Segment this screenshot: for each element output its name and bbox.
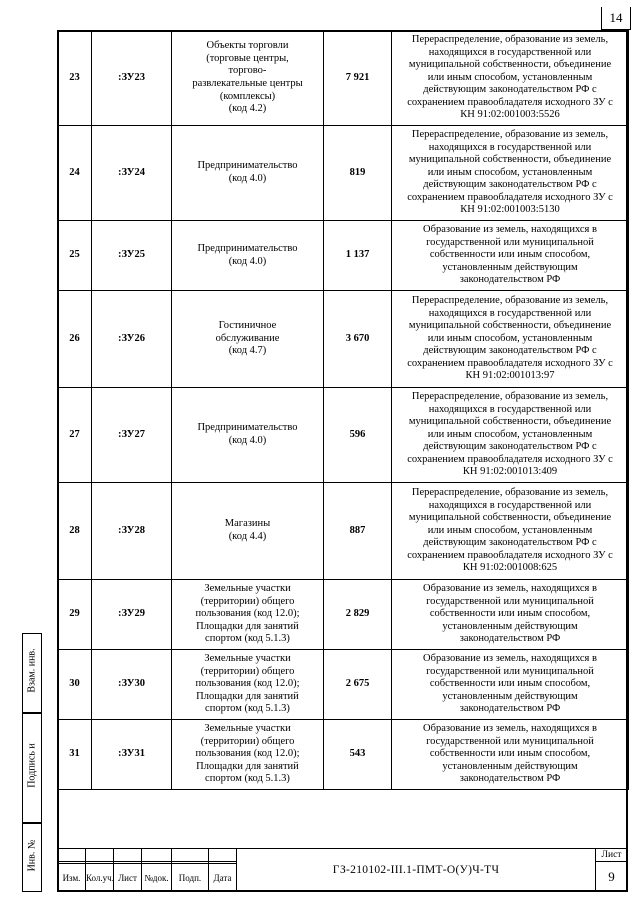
permitted-use-line: развлекательные центры (192, 78, 303, 89)
formation-method-line: Перераспределение, образование из земель, (411, 33, 609, 45)
title-block (57, 848, 628, 892)
formation-method-line: или иным способом, установленным (427, 428, 593, 440)
formation-method-line: муниципальной собственности, объединение (408, 416, 612, 428)
formation-method-line: государственной или муниципальной (426, 665, 594, 677)
formation-method-line: законодательством РФ (459, 703, 561, 715)
sheet-label: Лист (596, 849, 628, 862)
stamp-col-koluch: Кол.уч. (86, 864, 114, 892)
side-label-inv: Инв. № (26, 839, 38, 872)
permitted-use-line: пользования (код 12.0); (195, 678, 300, 690)
plot-code: :ЗУ31 (92, 720, 172, 790)
row-number: 24 (58, 126, 92, 221)
formation-method-line: муниципальной собственности, объединение (408, 512, 612, 524)
plot-area: 3 670 (324, 291, 392, 388)
formation-method-line: собственности или иным способом, (429, 748, 591, 760)
permitted-use-line: (территории) общего (200, 595, 295, 607)
row-number: 30 (58, 650, 92, 720)
formation-method-line: муниципальной собственности, объединение (408, 154, 612, 166)
formation-method-line: сохранением правообладателя исходного ЗУ с (407, 549, 613, 561)
formation-method-line: Образование из земель, находящихся в (423, 224, 597, 236)
formation-method-line: КН 91:02:001003:5526 (460, 109, 560, 121)
formation-method-line: или иным способом, установленным (427, 71, 593, 83)
permitted-use-line: (территории) общего (200, 665, 295, 677)
formation-method-line: установленным действующим (442, 760, 578, 772)
formation-method-line: действующим законодательством РФ с (423, 441, 597, 453)
formation-method-line: Перераспределение, образование из земель, (411, 128, 609, 140)
row-number: 28 (58, 483, 92, 580)
stamp-col-list: Лист (114, 864, 142, 892)
formation-method-line: законодательством РФ (459, 773, 561, 785)
formation-method-line: собственности или иным способом, (429, 608, 591, 620)
permitted-use-line: Магазины (224, 518, 271, 530)
permitted-use-line: спортом (код 5.1.3) (205, 633, 290, 645)
formation-method-line: Перераспределение, образование из земель, (411, 486, 609, 498)
plot-code: :ЗУ26 (92, 291, 172, 388)
stamp-col-data: Дата (209, 864, 237, 892)
plot-area: 596 (324, 388, 392, 483)
row-number: 26 (58, 291, 92, 388)
formation-method-line: сохранением правообладателя исходного ЗУ с (407, 96, 613, 108)
formation-method-line: действующим законодательством РФ с (423, 345, 597, 357)
row-number: 29 (58, 580, 92, 650)
formation-method-line: государственной или муниципальной (426, 236, 594, 248)
permitted-use-line: Площадки для занятий (196, 760, 299, 772)
stamp-col-ndok: №док. (142, 864, 172, 892)
permitted-use-line: (торговые центры, (206, 52, 289, 64)
permitted-use-line: спортом (код 5.1.3) (205, 773, 290, 785)
permitted-use-line: Предпринимательство (197, 160, 298, 172)
formation-method-line: законодательством РФ (459, 633, 561, 645)
permitted-use-line: обслуживание (215, 332, 280, 344)
plot-code: :ЗУ24 (92, 126, 172, 221)
document-code: ГЗ-210102-III.1-ПМТ-О(У)Ч-ТЧ (237, 849, 596, 892)
permitted-use-line: (код 4.0) (228, 255, 267, 267)
formation-method-line: муниципальной собственности, объединение (408, 59, 612, 71)
permitted-use-line: (код 4.4) (228, 531, 267, 542)
formation-method-line: находящихся в государственной или (428, 141, 592, 153)
row-number: 23 (58, 31, 92, 126)
permitted-use-line: Площадки для занятий (196, 690, 299, 702)
plot-area: 819 (324, 126, 392, 221)
formation-method-line: находящихся в государственной или (428, 403, 592, 415)
row-number: 31 (58, 720, 92, 790)
plot-area: 2 829 (324, 580, 392, 650)
formation-method-line: или иным способом, установленным (427, 332, 593, 344)
permitted-use-line: Земельные участки (204, 653, 291, 665)
formation-method-line: или иным способом, установленным (427, 524, 593, 536)
permitted-use-line: Объекты торговли (206, 40, 289, 52)
formation-method-line: государственной или муниципальной (426, 595, 594, 607)
permitted-use-line: пользования (код 12.0); (195, 748, 300, 760)
page-frame (57, 30, 628, 892)
formation-method-line: сохранением правообладателя исходного ЗУ с (407, 357, 613, 369)
formation-method-line: или иным способом, установленным (427, 166, 593, 178)
plot-code: :ЗУ27 (92, 388, 172, 483)
permitted-use-line: Площадки для занятий (196, 620, 299, 632)
permitted-use-line: (код 4.0) (228, 173, 267, 184)
stamp-col-podp: Подп. (172, 864, 209, 892)
formation-method-line: КН 91:02:001013:409 (462, 466, 558, 478)
permitted-use-line: (комплексы) (219, 90, 276, 102)
formation-method-line: государственной или муниципальной (426, 735, 594, 747)
plot-area: 7 921 (324, 31, 392, 126)
page-number-top: 14 (601, 7, 631, 30)
formation-method-line: муниципальной собственности, объединение (408, 320, 612, 332)
permitted-use-line: спортом (код 5.1.3) (205, 703, 290, 715)
row-number: 25 (58, 221, 92, 291)
permitted-use-line: торгово- (228, 65, 267, 77)
permitted-use-line: (код 4.2) (228, 103, 267, 115)
permitted-use-line: Предпринимательство (197, 422, 298, 434)
formation-method-line: Образование из земель, находящихся в (423, 583, 597, 595)
formation-method-line: установленным действующим (442, 620, 578, 632)
permitted-use-line: Земельные участки (204, 583, 291, 595)
formation-method-line: КН 91:02:001003:5130 (460, 204, 560, 216)
formation-method-line: Перераспределение, образование из земель, (411, 390, 609, 402)
permitted-use-line: Гостиничное (218, 320, 277, 332)
formation-method-line: законодательством РФ (459, 274, 561, 286)
side-label-vzam: Взам. инв. (26, 648, 38, 693)
formation-method-line: КН 91:02:001008:625 (462, 562, 558, 574)
formation-method-line: собственности или иным способом, (429, 678, 591, 690)
formation-method-line: действующим законодательством РФ с (423, 179, 597, 191)
plot-area: 887 (324, 483, 392, 580)
plot-code: :ЗУ25 (92, 221, 172, 291)
plot-code: :ЗУ28 (92, 483, 172, 580)
row-number: 27 (58, 388, 92, 483)
permitted-use-line: (территории) общего (200, 735, 295, 747)
formation-method-line: Образование из земель, находящихся в (423, 653, 597, 665)
formation-method-line: находящихся в государственной или (428, 499, 592, 511)
formation-method-line: находящихся в государственной или (428, 307, 592, 319)
side-label-podpis: Подпись и (26, 743, 38, 788)
formation-method-line: Перераспределение, образование из земель, (411, 294, 609, 306)
plot-area: 2 675 (324, 650, 392, 720)
permitted-use-line: Предпринимательство (197, 242, 298, 254)
plot-code: :ЗУ29 (92, 580, 172, 650)
formation-method-line: Образование из земель, находящихся в (423, 723, 597, 735)
sheet-number: 9 (596, 862, 628, 892)
formation-method-line: действующим законодательством РФ с (423, 537, 597, 549)
formation-method-line: собственности или иным способом, (429, 249, 591, 261)
plot-area: 543 (324, 720, 392, 790)
formation-method-line: КН 91:02:001013:97 (465, 370, 555, 382)
plot-code: :ЗУ23 (92, 31, 172, 126)
plot-code: :ЗУ30 (92, 650, 172, 720)
permitted-use-line: Земельные участки (204, 723, 291, 735)
permitted-use-line: (код 4.0) (228, 435, 267, 446)
stamp-col-izm: Изм. (58, 864, 86, 892)
formation-method-line: установленным действующим (442, 690, 578, 702)
plot-area: 1 137 (324, 221, 392, 291)
formation-method-line: действующим законодательством РФ с (423, 84, 597, 96)
formation-method-line: находящихся в государственной или (428, 46, 592, 58)
formation-method-line: сохранением правообладателя исходного ЗУ с (407, 453, 613, 465)
permitted-use-line: (код 4.7) (228, 345, 267, 357)
formation-method-line: сохранением правообладателя исходного ЗУ с (407, 191, 613, 203)
formation-method-line: установленным действующим (442, 261, 578, 273)
permitted-use-line: пользования (код 12.0); (195, 608, 300, 620)
